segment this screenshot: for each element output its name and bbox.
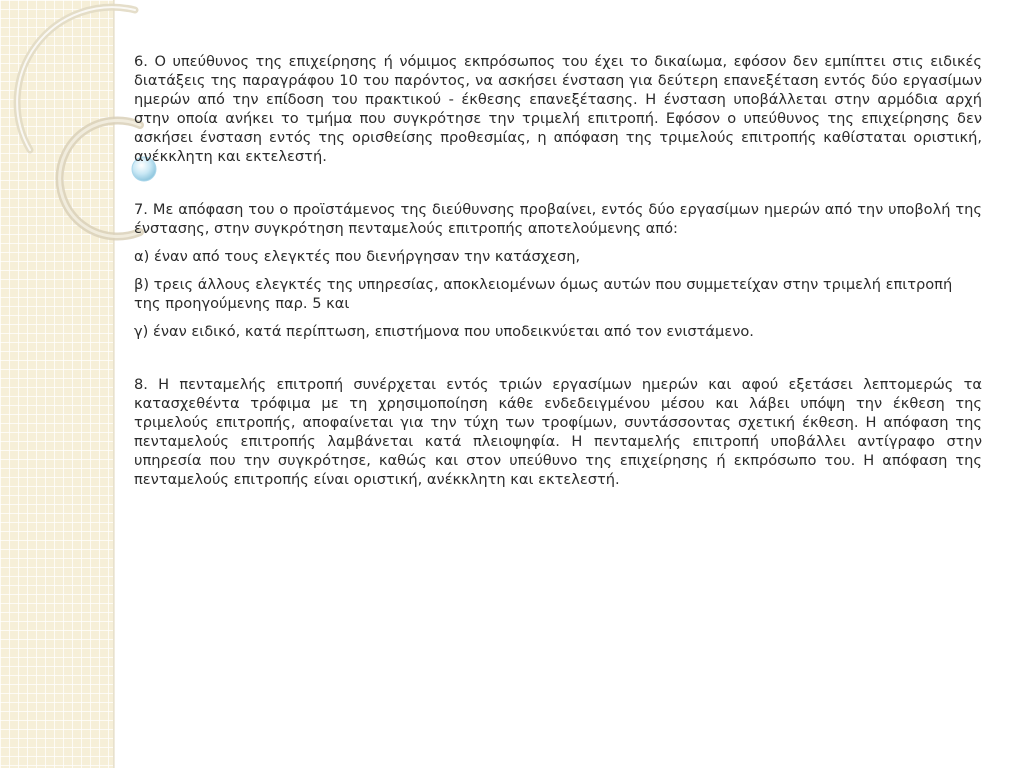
list-item-b: β) τρεις άλλους ελεγκτές της υπηρεσίας, αποκλειομένων όμως αυτών που συμμετείχαν στην τριμελή επιτροπή της προηγούμενης παρ. 5 και (134, 276, 953, 312)
large-ring-arc (17, 7, 135, 150)
small-ring-arc (60, 121, 140, 237)
list-item-c: γ) έναν ειδικό, κατά περίπτωση, επιστήμονα που υποδεικνύεται από τον ενιστάμενο. (134, 323, 754, 340)
paragraph-8: 8. Η πενταμελής επιτροπή συνέρχεται εντός τριών εργασίμων ημερών και αφού εξετάσει λεπτομερώς τα κατασχεθέντα τρόφιμα με τη χρησιμοποίηση κάθε ενδεδειγμένου μέσου και λάβει υπόψη την έκθεση της τριμελούς επιτροπής, αποφαίνεται για την τύχη των τροφίμων, συντάσσοντας σχετική έκθεση. Η απόφαση της πενταμελούς επιτροπής λαμβάνεται κατά πλειοψηφία. Η πενταμελής επιτροπή υποβάλλει αντίγραφο στην υπηρεσία που την συγκρότησε, καθώς και στον υπεύθυνο της επιχείρησης ή εκπρόσωπο του. Η απόφαση της πενταμελούς επιτροπής είναι οριστική, ανέκκλητη και εκτελεστή. (134, 376, 982, 488)
large-ring-arc-highlight (17, 7, 135, 150)
list-item-a: α) έναν από τους ελεγκτές που διενήργησαν την κατάσχεση, (134, 248, 581, 265)
slide-content (134, 52, 982, 489)
paragraph-7: 7. Με απόφαση του ο προϊστάμενος της διεύθυνσης προβαίνει, εντός δύο εργασίμων ημερών από την υποβολή της ένστασης, στην συγκρότηση πενταμελούς επιτροπής αποτελούμενης από: (134, 201, 982, 237)
paragraph-6: 6. Ο υπεύθυνος της επιχείρησης ή νόμιμος εκπρόσωπος του έχει το δικαίωμα, εφόσον δεν εμπίπτει στις ειδικές διατάξεις της παραγράφου 10 του παρόντος, να ασκήσει ένσταση για δεύτερη επανεξέταση εντός δύο εργασίμων ημερών από την επίδοση του πρακτικού - έκθεσης επανεξέτασης. Η ένσταση υποβάλλεται στην αρμόδια αρχή στην οποία ανήκει το τμήμα που συγκρότησε την τριμελή επιτροπή. Εφόσον ο υπεύθυνος της επιχείρησης δεν ασκήσει ένσταση εντός της ορισθείσης προθεσμίας, η απόφαση της τριμελούς επιτροπής καθίσταται οριστική, ανέκκλητη και εκτελεστή. (134, 53, 982, 165)
